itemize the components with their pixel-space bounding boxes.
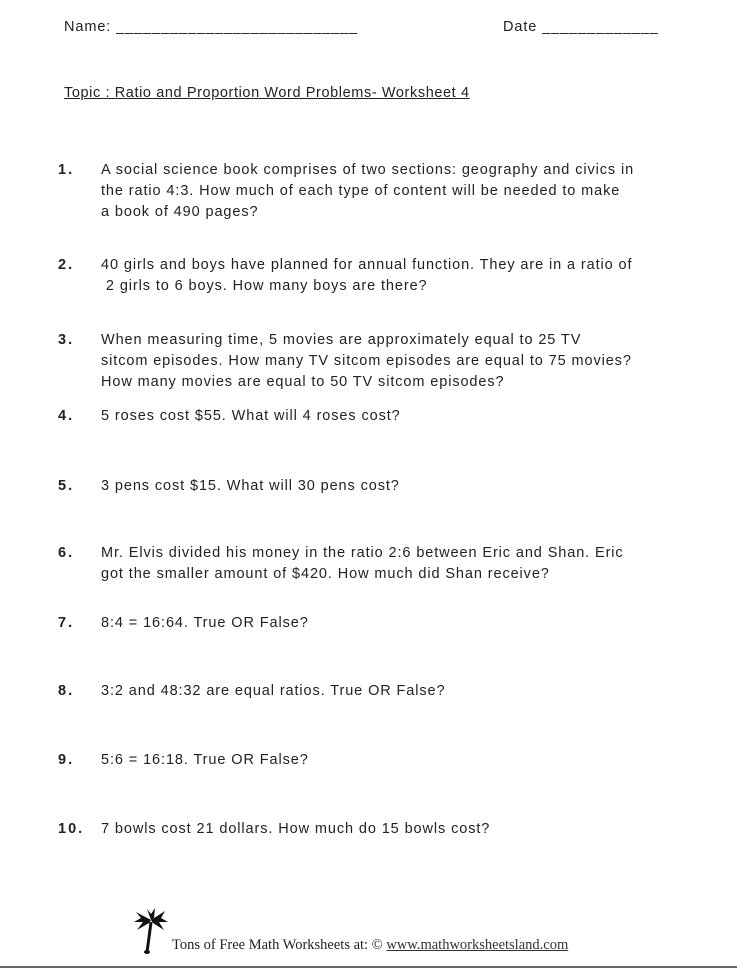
question-line: 5 roses cost $55. What will 4 roses cost? <box>101 408 401 424</box>
question-number: 5. <box>58 478 75 494</box>
question-text <box>101 406 401 427</box>
question-line: 3 pens cost $15. What will 30 pens cost? <box>101 478 400 494</box>
question-line: Mr. Elvis divided his money in the ratio 2:6 between Eric and Shan. Eric <box>101 545 624 561</box>
footer <box>172 937 568 954</box>
question-line: got the smaller amount of $420. How much did Shan receive? <box>101 566 550 582</box>
question-text <box>101 160 634 223</box>
question-number: 1. <box>58 162 75 178</box>
worksheet-topic: Topic : Ratio and Proportion Word Problems- Worksheet 4 <box>64 85 470 101</box>
palm-tree-icon <box>133 908 169 954</box>
question-text <box>101 613 309 634</box>
question-text <box>101 476 400 497</box>
question-line: sitcom episodes. How many TV sitcom episodes are equal to 75 movies? <box>101 353 632 369</box>
question-number: 9. <box>58 752 75 768</box>
question-number: 3. <box>58 332 75 348</box>
question-text <box>101 681 445 702</box>
question-line: 5:6 = 16:18. True OR False? <box>101 752 309 768</box>
question-text <box>101 255 632 297</box>
question-number: 7. <box>58 615 75 631</box>
question-line: When measuring time, 5 movies are approximately equal to 25 TV <box>101 332 582 348</box>
question-number: 6. <box>58 545 75 561</box>
question-text <box>101 543 624 585</box>
question-number: 4. <box>58 408 75 424</box>
question-line: 3:2 and 48:32 are equal ratios. True OR False? <box>101 683 446 699</box>
question-line: 7 bowls cost 21 dollars. How much do 15 bowls cost? <box>101 821 491 837</box>
question-line: 2 girls to 6 boys. How many boys are there? <box>101 278 428 294</box>
question-line: 8:4 = 16:64. True OR False? <box>101 615 309 631</box>
name-field-label: Name: ___________________________ <box>64 19 359 35</box>
footer-text: Tons of Free Math Worksheets at: © <box>172 937 387 953</box>
question-line: a book of 490 pages? <box>101 204 259 220</box>
question-text <box>101 819 490 840</box>
question-text <box>101 750 309 771</box>
question-text <box>101 330 632 393</box>
date-field-label: Date _____________ <box>503 19 659 35</box>
question-line: the ratio 4:3. How much of each type of content will be needed to make <box>101 183 621 199</box>
question-line: A social science book comprises of two sections: geography and civics in <box>101 162 635 178</box>
website-link[interactable]: www.mathworksheetsland.com <box>386 937 569 953</box>
question-line: How many movies are equal to 50 TV sitcom episodes? <box>101 374 505 390</box>
bottom-divider <box>0 966 737 968</box>
question-number: 10. <box>58 821 85 837</box>
question-number: 8. <box>58 683 75 699</box>
question-number: 2. <box>58 257 75 273</box>
question-line: 40 girls and boys have planned for annual function. They are in a ratio of <box>101 257 633 273</box>
